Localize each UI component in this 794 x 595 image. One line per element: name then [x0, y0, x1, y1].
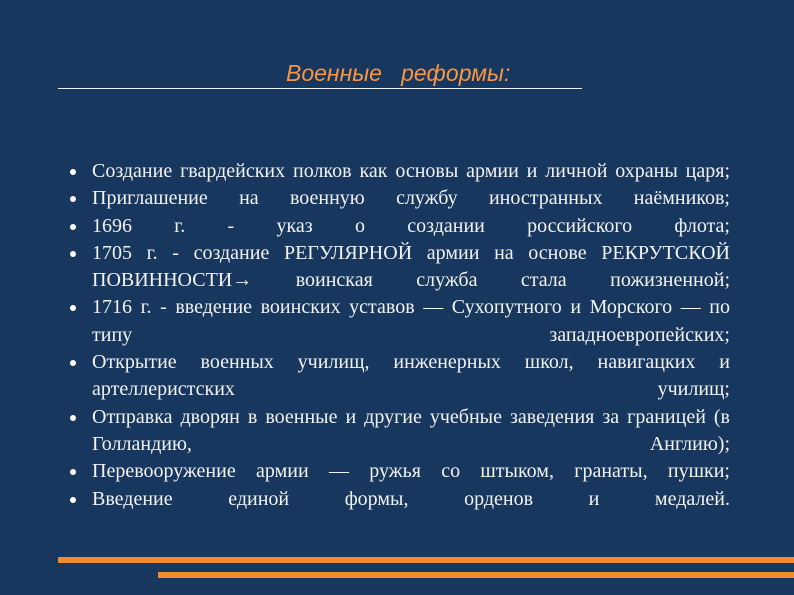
- list-item: [70, 486, 730, 513]
- list-item-text: 1716 г. - введение воинских уставов — Сухопутного и Морского — по типу западноевропейских;: [92, 296, 730, 346]
- list-item-text: Открытие военных училищ, инженерных школ, навигацких и артеллеристских училищ;: [92, 351, 730, 401]
- list-item-text: Создание гвардейских полков как основы армии и личной охраны царя;: [92, 160, 730, 182]
- list-item: [70, 158, 730, 185]
- list-item-text: Приглашение на военную службу иностранных наёмников;: [92, 187, 730, 210]
- bullet-icon: [70, 415, 76, 421]
- bullet-icon: [70, 196, 76, 202]
- accent-stripe-bottom: [158, 572, 794, 578]
- list-item: [70, 349, 730, 404]
- bullet-icon: [70, 305, 76, 311]
- bullet-icon: [70, 169, 76, 175]
- bullet-icon: [70, 497, 76, 503]
- reforms-list: [70, 158, 730, 513]
- slide-title-text: Военные реформы:: [286, 60, 511, 86]
- list-item: [70, 294, 730, 349]
- bullet-icon: [70, 360, 76, 366]
- bullet-icon: [70, 469, 76, 475]
- bullet-icon: [70, 251, 76, 257]
- list-item-text: 1696 г. - указ о создании российского флота;: [92, 214, 730, 237]
- list-item: [70, 458, 730, 485]
- list-item-text: 1705 г. - создание РЕГУЛЯРНОЙ армии на основе РЕКРУТСКОЙ ПОВИННОСТИ→ воинская служба стала пожизненной;: [92, 241, 730, 292]
- list-item: [70, 404, 730, 459]
- slide-title: [58, 58, 582, 89]
- list-item-text: Отправка дворян в военные и другие учебные заведения за границей (в Голландию, Англию);: [92, 405, 730, 455]
- bullet-icon: [70, 224, 76, 230]
- list-item-text: Перевооружение армии — ружья со штыком, гранаты, пушки;: [92, 460, 730, 483]
- accent-stripe-top: [58, 557, 794, 563]
- list-item: [70, 213, 730, 240]
- list-item: [70, 240, 730, 295]
- list-item-text: Введение единой формы, орденов и медалей.: [92, 487, 730, 510]
- list-item: [70, 185, 730, 212]
